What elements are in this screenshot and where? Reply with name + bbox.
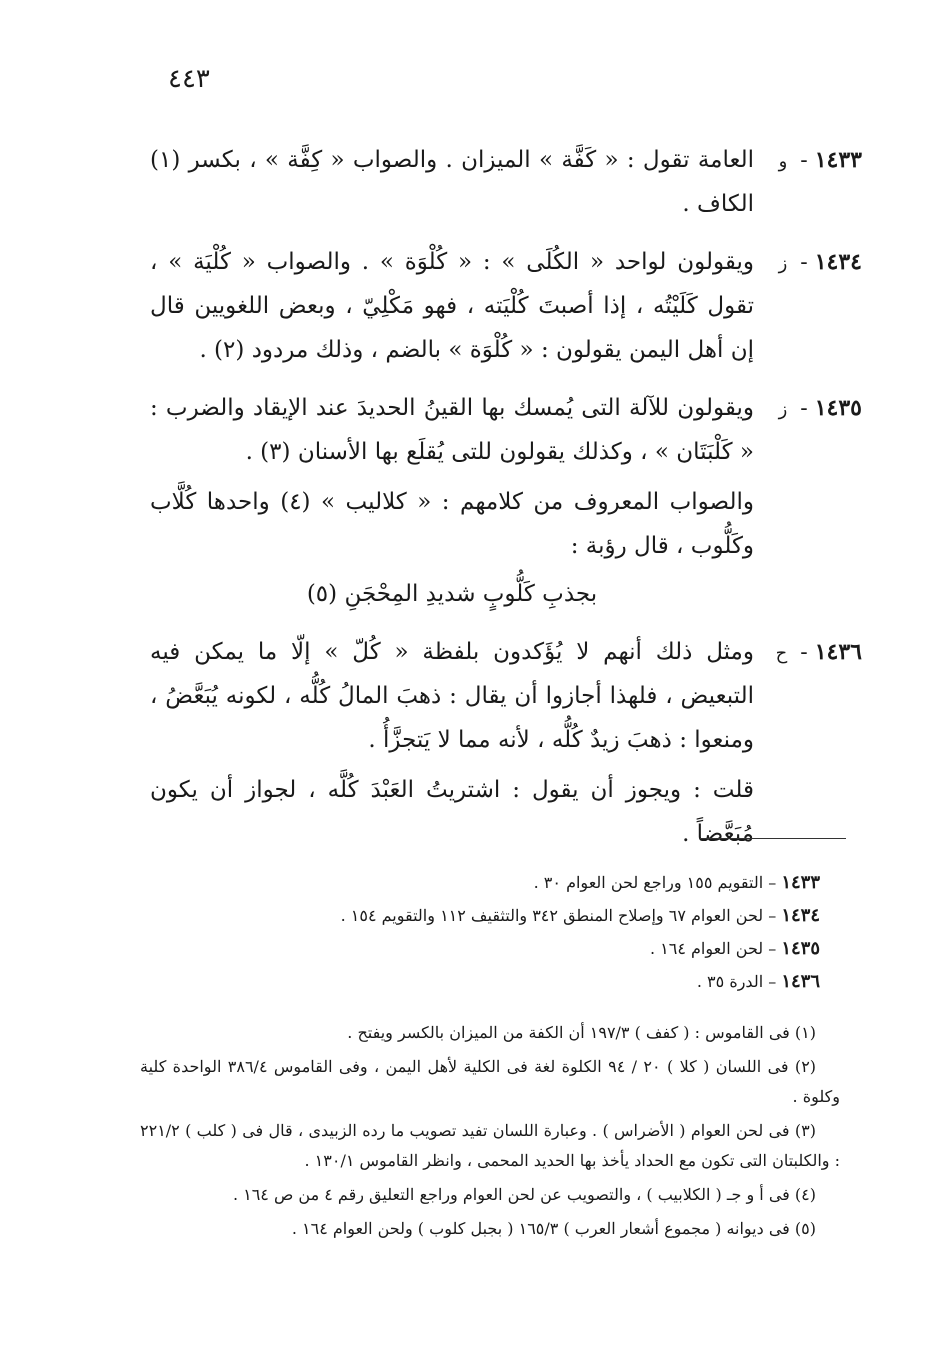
entry-text: العامة تقول : « كَفَّة » الميزان . والصواب « كِفَّة » ، بكسر (١) الكاف . — [150, 147, 754, 217]
entry-text: ويقولون للآلة التى يُمسك بها القينُ الحديدَ عند الإيقاد والضرب : « كَلْبَتَان » ، وكذلك يقولون للتى يُقلَع بها الأسنان (٣) . — [150, 395, 754, 465]
entry-number: ١٤٣٦ - ح — [775, 639, 862, 665]
entry-number-value: ١٤٣٦ — [814, 639, 862, 665]
footnote: (١) فى القاموس : ( كفف ) ١٩٧/٣ أن الكفة من الميزان بالكسر ويفتح . — [347, 1023, 816, 1042]
entry-code: ح — [775, 643, 788, 664]
entry-1435 — [150, 386, 862, 616]
entry-continuation: قلت : ويجوز أن يقول : اشتريتُ العَبْدَ كُلَّه ، لجواز أن يكون مُبَعَّضاً . — [150, 777, 754, 847]
entry-code: و — [778, 151, 788, 172]
source-text: – الدرة ٣٥ . — [696, 972, 777, 991]
source-number: ١٤٣٤ — [781, 905, 820, 926]
entry-code: ز — [778, 399, 788, 420]
verse-line: بجذبِ كَلُّوبٍ شديدِ المِحْجَنِ (٥) — [306, 581, 598, 607]
source-line — [150, 965, 820, 998]
footnotes-list — [140, 1018, 840, 1248]
entry-1436 — [150, 630, 862, 856]
page-number: ٤٤٣ — [168, 64, 210, 94]
entry-text: ويقولون لواحد « الكُلَى » : « كُلْوَة » . والصواب « كُلْيَة » ، تقول كَلَيْتُه ، إذا أصبتَ كُلْيَته ، فهو مَكْلِيّ ، وبعض اللغويين قال إن أهل اليمن يقولون : « كُلْوَة » بالضم ، وذلك مردود (٢) . — [150, 249, 754, 363]
source-text: – لحن العوام ١٦٤ . — [649, 939, 777, 958]
entry-1433 — [150, 138, 862, 226]
source-number: ١٤٣٥ — [781, 938, 820, 959]
source-number: ١٤٣٦ — [781, 971, 820, 992]
entry-number: ١٤٣٥ - ز — [778, 395, 862, 421]
entry-code: ز — [778, 253, 788, 274]
footnote-divider — [700, 838, 846, 839]
source-line — [150, 932, 820, 965]
entry-number-value: ١٤٣٥ — [814, 395, 862, 421]
entries-list — [150, 138, 862, 870]
sources-list — [150, 866, 820, 998]
footnote: (٥) فى ديوانه ( مجموع أشعار العرب ) ١٦٥/٣ ( بجبل كلوب ) ولحن العوام ١٦٤ . — [291, 1219, 816, 1238]
entry-number-value: ١٤٣٤ — [814, 249, 862, 275]
footnote: (٢) فى اللسان ( كلا ) ٢٠ / ٩٤ الكلوة لغة فى الكلية لأهل اليمن ، وفى القاموس ٣٨٦/٤ الواحدة كلية وكلوة . — [140, 1057, 840, 1106]
entry-continuation: والصواب المعروف من كلامهم : « كلاليب » (٤) واحدها كُلَّاب وكَلُّوب ، قال رؤبة : — [150, 489, 754, 559]
source-text: – التقويم ١٥٥ وراجع لحن العوام ٣٠ . — [533, 873, 777, 892]
source-text: – لحن العوام ٦٧ وإصلاح المنطق ٣٤٢ والتثقيف ١١٢ والتقويم ١٥٤ . — [340, 906, 777, 925]
footnote: (٣) فى لحن العوام ( الأضراس ) . وعبارة اللسان تفيد تصويب ما رده الزبيدى ، قال فى ( كلب ) ٢٢١/٢ : والكلبتان التى تكون مع الحداد يأخذ بها الحديد المحمى ، وانظر القاموس ١٣٠/١ . — [140, 1121, 840, 1170]
footnote: (٤) فى أ و جـ ( الكلابيب ) ، والتصويب عن لحن العوام وراجع التعليق رقم ٤ من ص ١٦٤ . — [232, 1185, 816, 1204]
entry-number: ١٤٣٤ - ز — [778, 249, 862, 275]
source-line — [150, 899, 820, 932]
entry-text: ومثل ذلك أنهم لا يُؤَكدون بلفظة « كُلّ » إلّا ما يمكن فيه التبعيض ، فلهذا أجازوا أن يقال : ذهبَ المالُ كُلُّه ، لكونه يُبَعَّضُ ، ومنعوا : ذهبَ زيدٌ كُلُّه ، لأنه مما لا يَتجزَّأُ . — [150, 639, 754, 753]
source-number: ١٤٣٣ — [781, 872, 820, 893]
entry-number-value: ١٤٣٣ — [814, 147, 862, 173]
entry-number: ١٤٣٣ - و — [778, 147, 862, 173]
source-line — [150, 866, 820, 899]
entry-1434 — [150, 240, 862, 372]
